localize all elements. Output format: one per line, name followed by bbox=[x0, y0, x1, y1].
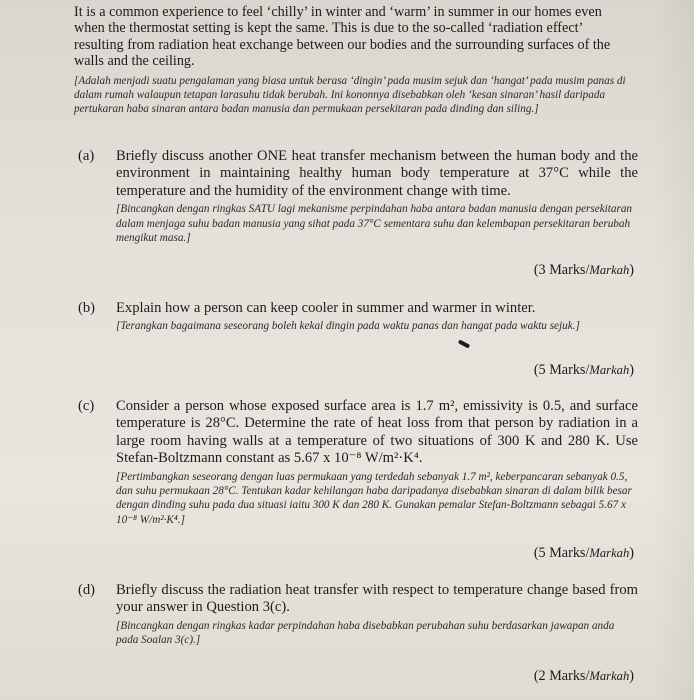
question-d-malay-text: [Bincangkan dengan ringkas kadar perpindahan haba disebabkan perubahan suhu berdasarkan jawapan anda pada Soalan 3(c).] bbox=[116, 619, 615, 647]
question-d-english-text: Briefly discuss the radiation heat transfer with respect to temperature change based from your answer in Question 3(c). bbox=[116, 582, 638, 616]
question-b-malay-text: [Terangkan bagaimana seseorang boleh kekal dingin pada waktu panas dan hangat pada waktu sejuk.] bbox=[116, 320, 580, 333]
question-c bbox=[78, 398, 638, 527]
question-c-malay-text: [Pertimbangkan seseorang dengan luas permukaan yang terdedah sebanyak 1.7 m², keberpancaran sebanyak 0.5, dan suhu permukaan 28°C. Tentukan kadar kehilangan haba daripadanya disebabkan sinaran di dalam bilik besar dengan dinding suhu pada dua situasi iaitu 300 K dan 280 K. Gunakan pemalar Stefan-Boltzmann sebagai 5.67 x 10⁻⁸ W/m²·K⁴.] bbox=[116, 470, 632, 526]
question-d-marks: (2 Marks/Markah) bbox=[533, 668, 634, 684]
question-c-marks: (5 Marks/Markah) bbox=[533, 545, 634, 561]
question-a-label: (a) bbox=[78, 148, 95, 164]
question-a-english-text: Briefly discuss another ONE heat transfer mechanism between the human body and the environment in maintaining healthy human body temperature at 37°C while the temperature and the humidity of the environment change with time. bbox=[116, 148, 638, 199]
intro-english-text: It is a common experience to feel ‘chilly’ in winter and ‘warm’ in summer in our homes even when the thermostat setting is kept the same. This is due to the so-called ‘radiation effect’ resulting from radiation heat exchange between our bodies and the surrounding surfaces of the walls and the ceiling. bbox=[74, 4, 611, 70]
intro-malay-text: [Adalah menjadi suatu pengalaman yang biasa untuk berasa ‘dingin’ pada musim sejuk dan ‘hangat’ pada musim panas di dalam rumah walaupun tetapan larasuhu tidak berubah. Ini kononnya disebabkan oleh ‘kesan sinaran’ hasil daripada pertukaran haba sinaran antara badan manusia dan permukaan persekitaran pada dinding dan siling.] bbox=[74, 74, 626, 116]
question-c-label: (c) bbox=[78, 398, 95, 414]
question-d bbox=[78, 582, 638, 648]
question-a-malay-text: [Bincangkan dengan ringkas SATU lagi mekanisme perpindahan haba antara badan manusia dengan persekitaran dalam menjaga suhu badan manusia yang sihat pada 37°C sementara suhu dan kelembapan persekitaran berubah mengikut masa.] bbox=[116, 203, 633, 245]
question-c-english-text: Consider a person whose exposed surface area is 1.7 m², emissivity is 0.5, and surface temperature is 28°C. Determine the rate of heat loss from that person by radiation in a large room having walls at a temperature of two situations of 300 K and 280 K. Use Stefan-Boltzmann constant as 5.67 x 10⁻⁸ W/m²·K⁴. bbox=[116, 398, 638, 467]
question-b-label: (b) bbox=[78, 300, 96, 316]
question-d-label: (d) bbox=[78, 582, 96, 598]
page-shadow bbox=[654, 0, 694, 700]
intro-paragraph bbox=[74, 4, 634, 117]
question-b bbox=[78, 300, 638, 334]
question-a-marks: (3 Marks/Markah) bbox=[533, 262, 634, 278]
question-b-marks: (5 Marks/Markah) bbox=[533, 362, 634, 378]
question-b-english-text: Explain how a person can keep cooler in summer and warmer in winter. bbox=[116, 300, 536, 316]
question-a bbox=[78, 148, 638, 245]
pen-mark bbox=[458, 339, 470, 348]
